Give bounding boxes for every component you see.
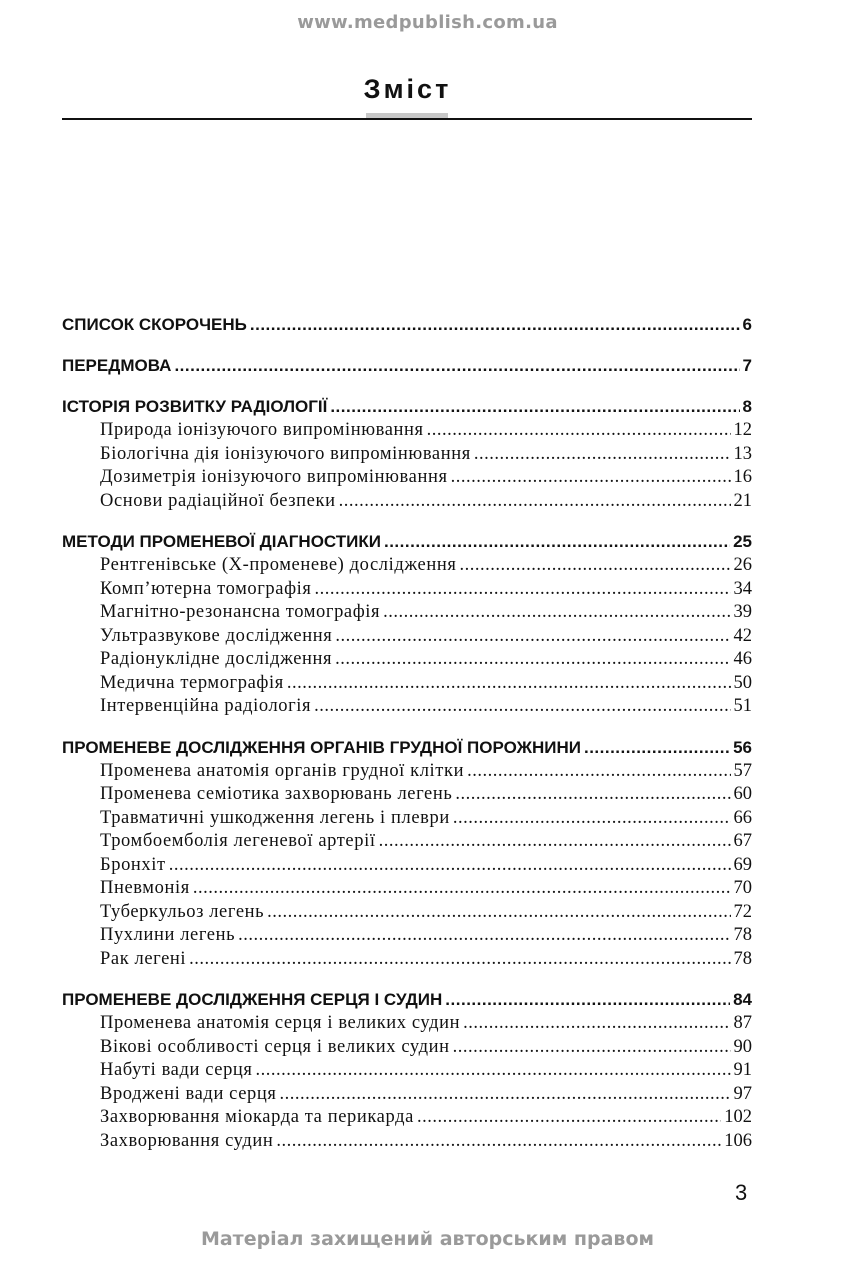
toc-subsection-page: 21 bbox=[733, 490, 752, 511]
toc-subsection-page: 39 bbox=[733, 602, 752, 622]
toc-subsection-entry bbox=[62, 554, 752, 578]
toc-section-title: ПРОМЕНЕВЕ ДОСЛІДЖЕННЯ ОРГАНІВ ГРУДНОЇ ПОРОЖНИНИ bbox=[62, 737, 581, 757]
toc-leader-dots bbox=[256, 1059, 731, 1083]
toc-leader-dots bbox=[453, 1036, 731, 1060]
toc-section-entry bbox=[62, 988, 752, 1012]
toc-subsection-page: 72 bbox=[733, 901, 752, 922]
toc-subsection-title: Інтервенційна радіологія bbox=[100, 696, 312, 716]
toc-leader-dots bbox=[384, 530, 730, 554]
toc-leader-dots bbox=[427, 419, 731, 443]
toc-leader-dots bbox=[267, 901, 730, 925]
toc-leader-dots bbox=[250, 313, 740, 337]
toc-subsection-entry bbox=[62, 1012, 752, 1036]
toc-subsection-page: 16 bbox=[733, 467, 752, 487]
page-title: Зміст bbox=[363, 74, 452, 104]
toc-section-title: ІСТОРІЯ РОЗВИТКУ РАДІОЛОГІЇ bbox=[62, 397, 328, 416]
toc-subsection-page: 12 bbox=[733, 420, 752, 440]
toc-subsection-title: Основи радіаційної безпеки bbox=[100, 490, 336, 511]
toc-section-page: 7 bbox=[742, 356, 752, 375]
toc-section-page: 56 bbox=[733, 737, 752, 757]
toc-section-title: МЕТОДИ ПРОМЕНЕВОЇ ДІАГНОСТИКИ bbox=[62, 532, 381, 551]
toc-subsection-title: Захворювання міокарда та перикарда bbox=[100, 1107, 414, 1127]
toc-subsection-entry bbox=[62, 625, 752, 649]
toc-leader-dots bbox=[451, 466, 731, 490]
toc-subsection-entry bbox=[62, 466, 752, 490]
toc-subsection-entry bbox=[62, 830, 752, 854]
title-rule bbox=[62, 118, 752, 120]
toc-leader-dots bbox=[315, 578, 731, 602]
site-url: www.medpublish.com.ua bbox=[297, 12, 558, 33]
toc-subsection-page: 26 bbox=[733, 555, 752, 575]
toc-subsection-page: 69 bbox=[733, 854, 752, 875]
toc-subsection-title: Пневмонія bbox=[100, 878, 190, 898]
toc-subsection-entry bbox=[62, 807, 752, 831]
toc-subsection-title: Бронхіт bbox=[100, 854, 166, 875]
toc-section-entry bbox=[62, 313, 752, 337]
toc-subsection-page: 70 bbox=[733, 878, 752, 898]
toc-subsection-entry bbox=[62, 1059, 752, 1083]
toc-subsection-title: Рентгенівське (Х-променеве) дослідження bbox=[100, 555, 457, 575]
toc-subsection-page: 102 bbox=[724, 1107, 752, 1127]
toc-subsection-entry bbox=[62, 601, 752, 625]
toc-subsection-title: Захворювання судин bbox=[100, 1130, 274, 1151]
toc-section-entry bbox=[62, 530, 752, 554]
toc-subsection-entry bbox=[62, 695, 752, 719]
toc-section-page: 6 bbox=[742, 315, 752, 334]
toc-subsection-title: Травматичні ушкодження легень і плеври bbox=[100, 807, 450, 828]
toc-leader-dots bbox=[276, 1130, 721, 1154]
toc-subsection-entry bbox=[62, 490, 752, 514]
toc-section-page: 84 bbox=[733, 990, 752, 1009]
toc-leader-dots bbox=[287, 672, 731, 696]
toc-leader-dots bbox=[314, 695, 730, 719]
toc-subsection-page: 51 bbox=[733, 696, 752, 716]
toc-subsection-title: Тромбоемболія легеневої артерії bbox=[100, 831, 376, 851]
toc-leader-dots bbox=[474, 443, 731, 467]
toc-subsection-entry bbox=[62, 948, 752, 972]
toc-subsection-entry bbox=[62, 783, 752, 807]
toc-leader-dots bbox=[279, 1083, 730, 1107]
toc-leader-dots bbox=[417, 1106, 721, 1130]
toc-leader-dots bbox=[383, 601, 730, 625]
toc-subsection-title: Вроджені вади серця bbox=[100, 1083, 277, 1104]
toc-subsection-title: Природа іонізуючого випромінювання bbox=[100, 420, 424, 440]
toc-subsection-page: 60 bbox=[733, 784, 752, 804]
toc-subsection-title: Радіонуклідне дослідження bbox=[100, 649, 333, 669]
toc-subsection-title: Променева семіотика захворювань легень bbox=[100, 784, 453, 804]
toc-subsection-title: Вікові особливості серця і великих судин bbox=[100, 1036, 450, 1057]
toc-subsection-title: Променева анатомія органів грудної клітки bbox=[100, 760, 465, 781]
toc-subsection-title: Дозиметрія іонізуючого випромінювання bbox=[100, 467, 448, 487]
toc-subsection-title: Магнітно-резонансна томографія bbox=[100, 602, 381, 622]
toc-leader-dots bbox=[584, 736, 730, 760]
toc-subsection-page: 66 bbox=[733, 807, 752, 828]
toc-subsection-title: Рак легені bbox=[100, 948, 187, 969]
toc-subsection-entry bbox=[62, 672, 752, 696]
toc-section-entry bbox=[62, 736, 752, 760]
toc-subsection-page: 90 bbox=[733, 1036, 752, 1057]
toc-subsection-entry bbox=[62, 419, 752, 443]
toc-subsection-page: 78 bbox=[733, 948, 752, 969]
toc-subsection-page: 42 bbox=[733, 625, 752, 646]
toc-leader-dots bbox=[463, 1012, 730, 1036]
toc-leader-dots bbox=[459, 554, 730, 578]
toc-subsection-title: Пухлини легень bbox=[100, 925, 236, 945]
toc-section-title: ПЕРЕДМОВА bbox=[62, 356, 172, 375]
table-of-contents bbox=[62, 313, 752, 1153]
toc-leader-dots bbox=[193, 877, 731, 901]
toc-subsection-page: 46 bbox=[733, 649, 752, 669]
toc-leader-dots bbox=[335, 648, 730, 672]
toc-subsection-entry bbox=[62, 443, 752, 467]
toc-subsection-entry bbox=[62, 578, 752, 602]
toc-subsection-page: 50 bbox=[733, 672, 752, 693]
toc-leader-dots bbox=[445, 988, 730, 1012]
toc-subsection-page: 106 bbox=[724, 1130, 752, 1151]
toc-leader-dots bbox=[174, 354, 739, 378]
toc-leader-dots bbox=[379, 830, 731, 854]
toc-leader-dots bbox=[339, 490, 731, 514]
toc-subsection-page: 57 bbox=[733, 760, 752, 781]
toc-subsection-title: Туберкульоз легень bbox=[100, 901, 265, 922]
toc-leader-dots bbox=[455, 783, 730, 807]
toc-leader-dots bbox=[453, 807, 731, 831]
toc-subsection-entry bbox=[62, 648, 752, 672]
toc-section-page: 25 bbox=[733, 532, 752, 551]
toc-section-title: ПРОМЕНЕВЕ ДОСЛІДЖЕННЯ СЕРЦЯ І СУДИН bbox=[62, 990, 443, 1009]
toc-subsection-page: 87 bbox=[733, 1013, 752, 1033]
toc-subsection-title: Комп’ютерна томографія bbox=[100, 578, 312, 599]
toc-leader-dots bbox=[238, 924, 730, 948]
toc-subsection-entry bbox=[62, 901, 752, 925]
toc-subsection-page: 91 bbox=[733, 1060, 752, 1080]
toc-subsection-title: Ультразвукове дослідження bbox=[100, 625, 333, 646]
toc-subsection-entry bbox=[62, 1036, 752, 1060]
toc-leader-dots bbox=[169, 854, 731, 878]
toc-subsection-entry bbox=[62, 854, 752, 878]
toc-leader-dots bbox=[467, 760, 730, 784]
toc-subsection-page: 67 bbox=[733, 831, 752, 851]
toc-subsection-entry bbox=[62, 1130, 752, 1154]
toc-subsection-page: 78 bbox=[733, 925, 752, 945]
toc-subsection-entry bbox=[62, 924, 752, 948]
toc-subsection-title: Набуті вади серця bbox=[100, 1060, 253, 1080]
toc-subsection-title: Біологічна дія іонізуючого випромінювання bbox=[100, 443, 471, 464]
copyright-notice: Матеріал захищений авторським правом bbox=[200, 1228, 655, 1250]
toc-leader-dots bbox=[330, 395, 739, 419]
toc-section-entry bbox=[62, 395, 752, 419]
toc-subsection-title: Променева анатомія серця і великих судин bbox=[100, 1013, 461, 1033]
toc-subsection-page: 97 bbox=[733, 1083, 752, 1104]
toc-section-page: 8 bbox=[742, 397, 752, 416]
toc-section-entry bbox=[62, 354, 752, 378]
toc-leader-dots bbox=[335, 625, 730, 649]
toc-section-title: СПИСОК СКОРОЧЕНЬ bbox=[62, 315, 247, 334]
toc-subsection-entry bbox=[62, 877, 752, 901]
page-number: 3 bbox=[735, 1180, 748, 1205]
toc-subsection-title: Медична термографія bbox=[100, 672, 284, 693]
toc-subsection-page: 13 bbox=[733, 443, 752, 464]
toc-subsection-entry bbox=[62, 760, 752, 784]
toc-subsection-page: 34 bbox=[733, 578, 752, 599]
toc-leader-dots bbox=[189, 948, 730, 972]
toc-subsection-entry bbox=[62, 1106, 752, 1130]
toc-subsection-entry bbox=[62, 1083, 752, 1107]
